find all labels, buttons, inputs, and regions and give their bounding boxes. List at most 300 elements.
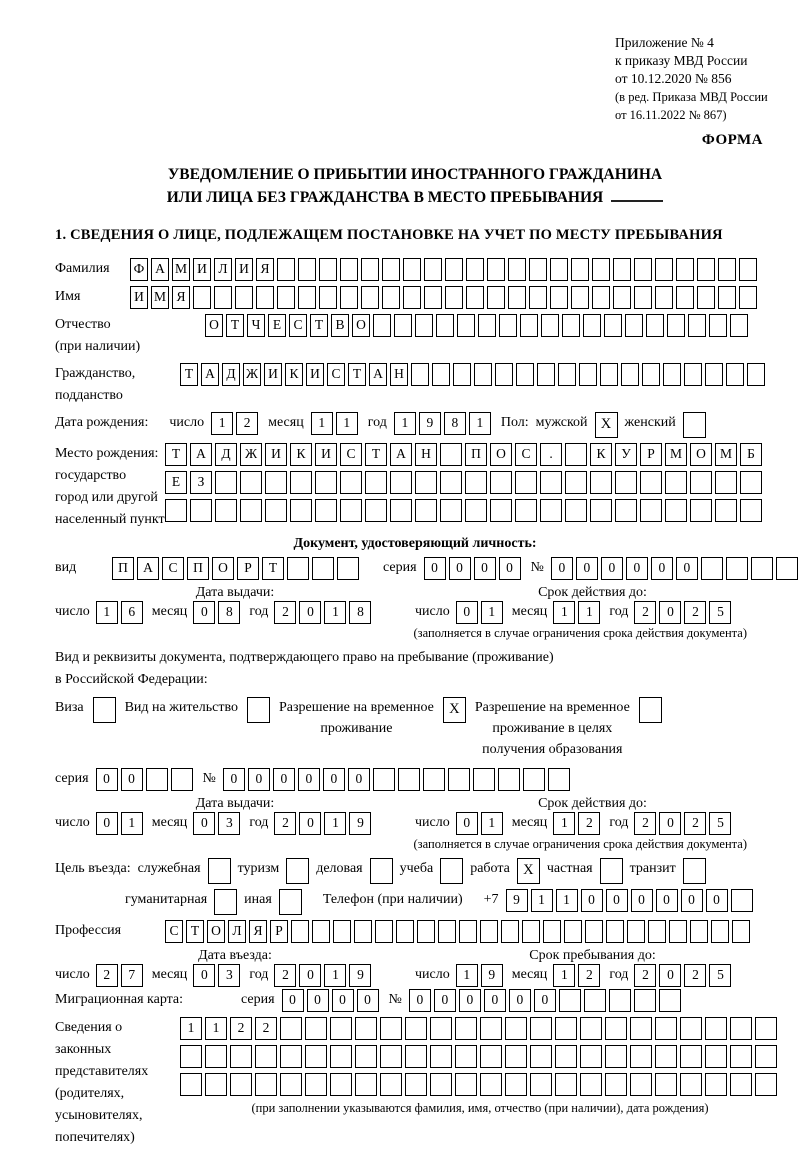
char-cell[interactable]: 0 [299, 812, 321, 835]
char-cell[interactable]: 2 [634, 812, 656, 835]
char-cell[interactable]: 1 [180, 1017, 202, 1040]
char-cell[interactable] [718, 286, 736, 309]
char-cell[interactable]: 2 [274, 601, 296, 624]
char-cell[interactable] [287, 557, 309, 580]
char-cell[interactable] [432, 363, 450, 386]
char-cell[interactable]: И [265, 443, 287, 466]
char-cell[interactable] [315, 499, 337, 522]
char-cell[interactable]: 1 [578, 601, 600, 624]
char-cell[interactable] [436, 314, 454, 337]
char-cell[interactable] [405, 1073, 427, 1096]
char-cell[interactable] [621, 363, 639, 386]
char-cell[interactable] [571, 286, 589, 309]
char-cell[interactable] [330, 1073, 352, 1096]
purpose-official-checkbox[interactable] [208, 858, 231, 884]
char-cell[interactable]: 2 [255, 1017, 277, 1040]
char-cell[interactable] [171, 768, 193, 791]
char-cell[interactable] [663, 363, 681, 386]
char-cell[interactable]: Т [180, 363, 198, 386]
char-cell[interactable] [609, 989, 631, 1012]
char-cell[interactable] [480, 920, 498, 943]
char-cell[interactable] [455, 1073, 477, 1096]
char-cell[interactable] [498, 768, 520, 791]
char-cell[interactable] [445, 286, 463, 309]
char-cell[interactable]: 0 [96, 768, 118, 791]
char-cell[interactable] [423, 768, 445, 791]
char-cell[interactable]: 0 [332, 989, 354, 1012]
char-cell[interactable]: Т [226, 314, 244, 337]
char-cell[interactable]: 0 [193, 812, 215, 835]
char-cell[interactable] [605, 1073, 627, 1096]
char-cell[interactable] [630, 1073, 652, 1096]
char-cell[interactable] [529, 286, 547, 309]
char-cell[interactable]: И [315, 443, 337, 466]
char-cell[interactable]: Я [172, 286, 190, 309]
char-cell[interactable]: М [715, 443, 737, 466]
char-cell[interactable]: 1 [324, 812, 346, 835]
char-cell[interactable] [669, 920, 687, 943]
char-cell[interactable] [584, 989, 606, 1012]
purpose-humanitarian-checkbox[interactable] [214, 889, 237, 915]
char-cell[interactable]: 0 [601, 557, 623, 580]
char-cell[interactable]: М [172, 258, 190, 281]
char-cell[interactable] [445, 258, 463, 281]
char-cell[interactable] [711, 920, 729, 943]
char-cell[interactable]: 0 [357, 989, 379, 1012]
char-cell[interactable] [690, 471, 712, 494]
char-cell[interactable] [235, 286, 253, 309]
char-cell[interactable]: И [306, 363, 324, 386]
char-cell[interactable] [688, 314, 706, 337]
char-cell[interactable]: Ж [240, 443, 262, 466]
visa-checkbox[interactable] [93, 697, 116, 723]
char-cell[interactable]: Д [222, 363, 240, 386]
char-cell[interactable] [390, 499, 412, 522]
char-cell[interactable]: 0 [659, 601, 681, 624]
char-cell[interactable] [230, 1073, 252, 1096]
char-cell[interactable]: П [112, 557, 134, 580]
char-cell[interactable] [600, 363, 618, 386]
char-cell[interactable] [340, 258, 358, 281]
char-cell[interactable]: Ж [243, 363, 261, 386]
char-cell[interactable]: И [130, 286, 148, 309]
char-cell[interactable] [559, 989, 581, 1012]
char-cell[interactable] [312, 920, 330, 943]
char-cell[interactable]: 1 [324, 964, 346, 987]
char-cell[interactable] [230, 1045, 252, 1068]
char-cell[interactable] [180, 1045, 202, 1068]
char-cell[interactable] [255, 1045, 277, 1068]
char-cell[interactable] [684, 363, 702, 386]
char-cell[interactable] [565, 499, 587, 522]
char-cell[interactable] [730, 1017, 752, 1040]
char-cell[interactable]: 0 [659, 812, 681, 835]
char-cell[interactable]: 0 [323, 768, 345, 791]
char-cell[interactable] [430, 1045, 452, 1068]
char-cell[interactable] [580, 1017, 602, 1040]
char-cell[interactable] [740, 499, 762, 522]
char-cell[interactable]: 1 [553, 601, 575, 624]
residence-permit-checkbox[interactable] [247, 697, 270, 723]
char-cell[interactable] [634, 258, 652, 281]
char-cell[interactable] [548, 768, 570, 791]
char-cell[interactable]: И [264, 363, 282, 386]
char-cell[interactable] [365, 471, 387, 494]
char-cell[interactable]: 2 [230, 1017, 252, 1040]
char-cell[interactable] [430, 1017, 452, 1040]
char-cell[interactable]: М [151, 286, 169, 309]
char-cell[interactable]: С [162, 557, 184, 580]
char-cell[interactable]: А [190, 443, 212, 466]
char-cell[interactable] [448, 768, 470, 791]
char-cell[interactable]: Т [165, 443, 187, 466]
char-cell[interactable] [361, 258, 379, 281]
char-cell[interactable] [565, 471, 587, 494]
char-cell[interactable] [473, 768, 495, 791]
char-cell[interactable]: 1 [96, 601, 118, 624]
char-cell[interactable] [755, 1045, 777, 1068]
char-cell[interactable]: 0 [96, 812, 118, 835]
char-cell[interactable] [440, 499, 462, 522]
purpose-study-checkbox[interactable] [440, 858, 463, 884]
char-cell[interactable] [290, 471, 312, 494]
char-cell[interactable] [655, 258, 673, 281]
char-cell[interactable]: Ч [247, 314, 265, 337]
char-cell[interactable]: М [665, 443, 687, 466]
char-cell[interactable] [562, 314, 580, 337]
char-cell[interactable]: 2 [578, 812, 600, 835]
char-cell[interactable]: 1 [556, 889, 578, 912]
char-cell[interactable] [579, 363, 597, 386]
char-cell[interactable] [240, 499, 262, 522]
char-cell[interactable] [665, 471, 687, 494]
char-cell[interactable] [405, 1017, 427, 1040]
char-cell[interactable] [730, 1045, 752, 1068]
char-cell[interactable] [540, 499, 562, 522]
char-cell[interactable] [705, 1045, 727, 1068]
char-cell[interactable]: 9 [419, 412, 441, 435]
char-cell[interactable] [655, 1045, 677, 1068]
char-cell[interactable]: 2 [634, 601, 656, 624]
char-cell[interactable] [480, 1045, 502, 1068]
char-cell[interactable]: 0 [298, 768, 320, 791]
purpose-private-checkbox[interactable] [600, 858, 623, 884]
char-cell[interactable]: К [285, 363, 303, 386]
char-cell[interactable] [382, 258, 400, 281]
char-cell[interactable] [340, 286, 358, 309]
char-cell[interactable] [630, 1045, 652, 1068]
char-cell[interactable]: О [205, 314, 223, 337]
char-cell[interactable]: 0 [248, 768, 270, 791]
char-cell[interactable]: Н [390, 363, 408, 386]
char-cell[interactable] [495, 363, 513, 386]
char-cell[interactable] [440, 471, 462, 494]
char-cell[interactable]: 9 [506, 889, 528, 912]
purpose-other-checkbox[interactable] [279, 889, 302, 915]
char-cell[interactable] [337, 557, 359, 580]
char-cell[interactable]: 0 [456, 601, 478, 624]
char-cell[interactable] [415, 314, 433, 337]
char-cell[interactable]: Л [228, 920, 246, 943]
char-cell[interactable] [540, 471, 562, 494]
char-cell[interactable]: А [369, 363, 387, 386]
char-cell[interactable] [550, 286, 568, 309]
char-cell[interactable]: Я [256, 258, 274, 281]
char-cell[interactable] [430, 1073, 452, 1096]
char-cell[interactable] [701, 557, 723, 580]
char-cell[interactable]: 0 [551, 557, 573, 580]
char-cell[interactable] [403, 258, 421, 281]
char-cell[interactable] [315, 471, 337, 494]
char-cell[interactable] [605, 1017, 627, 1040]
char-cell[interactable]: 1 [394, 412, 416, 435]
char-cell[interactable] [739, 286, 757, 309]
char-cell[interactable] [655, 1073, 677, 1096]
char-cell[interactable] [690, 499, 712, 522]
char-cell[interactable] [640, 471, 662, 494]
char-cell[interactable] [676, 286, 694, 309]
char-cell[interactable] [565, 443, 587, 466]
sex-male-checkbox[interactable]: X [595, 412, 618, 438]
char-cell[interactable]: С [165, 920, 183, 943]
char-cell[interactable]: Я [249, 920, 267, 943]
char-cell[interactable] [715, 499, 737, 522]
char-cell[interactable] [280, 1045, 302, 1068]
char-cell[interactable] [165, 499, 187, 522]
char-cell[interactable]: 2 [236, 412, 258, 435]
char-cell[interactable]: А [151, 258, 169, 281]
char-cell[interactable] [642, 363, 660, 386]
char-cell[interactable] [298, 286, 316, 309]
char-cell[interactable] [380, 1017, 402, 1040]
char-cell[interactable] [455, 1045, 477, 1068]
char-cell[interactable] [690, 920, 708, 943]
char-cell[interactable]: 5 [709, 812, 731, 835]
char-cell[interactable]: О [212, 557, 234, 580]
char-cell[interactable] [630, 1017, 652, 1040]
char-cell[interactable] [298, 258, 316, 281]
char-cell[interactable] [453, 363, 471, 386]
char-cell[interactable]: 0 [449, 557, 471, 580]
char-cell[interactable] [490, 499, 512, 522]
char-cell[interactable]: Б [740, 443, 762, 466]
char-cell[interactable]: 2 [274, 964, 296, 987]
char-cell[interactable] [571, 258, 589, 281]
char-cell[interactable] [424, 258, 442, 281]
char-cell[interactable]: 0 [459, 989, 481, 1012]
char-cell[interactable]: 2 [684, 812, 706, 835]
char-cell[interactable] [277, 286, 295, 309]
char-cell[interactable]: 1 [456, 964, 478, 987]
char-cell[interactable]: Т [348, 363, 366, 386]
char-cell[interactable] [355, 1073, 377, 1096]
char-cell[interactable] [466, 286, 484, 309]
char-cell[interactable]: 0 [193, 964, 215, 987]
char-cell[interactable] [265, 471, 287, 494]
char-cell[interactable] [465, 499, 487, 522]
char-cell[interactable] [634, 989, 656, 1012]
char-cell[interactable]: 0 [282, 989, 304, 1012]
char-cell[interactable] [466, 258, 484, 281]
char-cell[interactable]: З [190, 471, 212, 494]
char-cell[interactable] [417, 920, 435, 943]
char-cell[interactable]: Т [262, 557, 284, 580]
char-cell[interactable]: Т [365, 443, 387, 466]
char-cell[interactable]: 1 [205, 1017, 227, 1040]
temp-residence-checkbox[interactable]: X [443, 697, 466, 723]
char-cell[interactable] [490, 471, 512, 494]
char-cell[interactable]: 0 [656, 889, 678, 912]
char-cell[interactable] [537, 363, 555, 386]
char-cell[interactable] [319, 286, 337, 309]
char-cell[interactable] [605, 1045, 627, 1068]
char-cell[interactable] [705, 363, 723, 386]
char-cell[interactable] [580, 1073, 602, 1096]
char-cell[interactable] [523, 768, 545, 791]
char-cell[interactable]: 1 [481, 601, 503, 624]
char-cell[interactable] [146, 768, 168, 791]
char-cell[interactable]: 8 [349, 601, 371, 624]
char-cell[interactable] [205, 1045, 227, 1068]
char-cell[interactable]: 0 [424, 557, 446, 580]
char-cell[interactable]: О [207, 920, 225, 943]
char-cell[interactable] [583, 314, 601, 337]
char-cell[interactable] [330, 1045, 352, 1068]
char-cell[interactable] [305, 1045, 327, 1068]
char-cell[interactable] [319, 258, 337, 281]
char-cell[interactable] [508, 286, 526, 309]
char-cell[interactable] [415, 499, 437, 522]
char-cell[interactable]: 0 [409, 989, 431, 1012]
char-cell[interactable] [515, 499, 537, 522]
char-cell[interactable]: К [590, 443, 612, 466]
char-cell[interactable] [751, 557, 773, 580]
char-cell[interactable] [405, 1045, 427, 1068]
char-cell[interactable]: 0 [223, 768, 245, 791]
char-cell[interactable] [541, 314, 559, 337]
char-cell[interactable]: С [289, 314, 307, 337]
char-cell[interactable] [697, 286, 715, 309]
char-cell[interactable] [440, 443, 462, 466]
char-cell[interactable] [411, 363, 429, 386]
char-cell[interactable]: 1 [336, 412, 358, 435]
char-cell[interactable] [305, 1073, 327, 1096]
char-cell[interactable]: 0 [706, 889, 728, 912]
char-cell[interactable] [487, 258, 505, 281]
char-cell[interactable]: Л [214, 258, 232, 281]
char-cell[interactable] [606, 920, 624, 943]
char-cell[interactable] [330, 1017, 352, 1040]
char-cell[interactable]: 1 [121, 812, 143, 835]
char-cell[interactable] [550, 258, 568, 281]
char-cell[interactable] [190, 499, 212, 522]
char-cell[interactable] [592, 286, 610, 309]
char-cell[interactable] [265, 499, 287, 522]
char-cell[interactable]: 6 [121, 601, 143, 624]
purpose-transit-checkbox[interactable] [683, 858, 706, 884]
char-cell[interactable] [256, 286, 274, 309]
char-cell[interactable] [555, 1017, 577, 1040]
char-cell[interactable]: 0 [299, 964, 321, 987]
char-cell[interactable] [522, 920, 540, 943]
char-cell[interactable] [564, 920, 582, 943]
char-cell[interactable]: 5 [709, 601, 731, 624]
char-cell[interactable]: 1 [469, 412, 491, 435]
char-cell[interactable] [731, 889, 753, 912]
char-cell[interactable] [755, 1017, 777, 1040]
char-cell[interactable]: 0 [509, 989, 531, 1012]
char-cell[interactable] [530, 1017, 552, 1040]
char-cell[interactable]: 0 [299, 601, 321, 624]
char-cell[interactable]: 1 [311, 412, 333, 435]
char-cell[interactable] [355, 1017, 377, 1040]
char-cell[interactable] [214, 286, 232, 309]
char-cell[interactable] [680, 1017, 702, 1040]
char-cell[interactable] [487, 286, 505, 309]
char-cell[interactable]: А [390, 443, 412, 466]
char-cell[interactable] [415, 471, 437, 494]
char-cell[interactable] [667, 314, 685, 337]
char-cell[interactable] [776, 557, 798, 580]
char-cell[interactable]: 7 [121, 964, 143, 987]
char-cell[interactable]: 3 [218, 964, 240, 987]
char-cell[interactable]: С [515, 443, 537, 466]
char-cell[interactable]: 0 [676, 557, 698, 580]
char-cell[interactable] [580, 1045, 602, 1068]
char-cell[interactable] [730, 1073, 752, 1096]
char-cell[interactable]: У [615, 443, 637, 466]
char-cell[interactable] [705, 1073, 727, 1096]
char-cell[interactable] [291, 920, 309, 943]
char-cell[interactable]: О [490, 443, 512, 466]
char-cell[interactable]: Е [268, 314, 286, 337]
char-cell[interactable]: 5 [709, 964, 731, 987]
char-cell[interactable] [373, 768, 395, 791]
char-cell[interactable] [505, 1017, 527, 1040]
char-cell[interactable]: Р [270, 920, 288, 943]
char-cell[interactable]: 2 [634, 964, 656, 987]
char-cell[interactable] [333, 920, 351, 943]
char-cell[interactable]: А [137, 557, 159, 580]
char-cell[interactable] [726, 363, 744, 386]
char-cell[interactable]: 0 [484, 989, 506, 1012]
char-cell[interactable] [193, 286, 211, 309]
char-cell[interactable] [215, 499, 237, 522]
char-cell[interactable] [280, 1073, 302, 1096]
char-cell[interactable] [705, 1017, 727, 1040]
purpose-work-checkbox[interactable]: X [517, 858, 540, 884]
char-cell[interactable] [613, 286, 631, 309]
char-cell[interactable]: 2 [684, 601, 706, 624]
char-cell[interactable]: А [201, 363, 219, 386]
char-cell[interactable]: 2 [684, 964, 706, 987]
char-cell[interactable]: С [327, 363, 345, 386]
char-cell[interactable] [457, 314, 475, 337]
char-cell[interactable] [501, 920, 519, 943]
char-cell[interactable]: 0 [307, 989, 329, 1012]
char-cell[interactable]: Е [165, 471, 187, 494]
char-cell[interactable] [478, 314, 496, 337]
char-cell[interactable] [665, 499, 687, 522]
char-cell[interactable] [680, 1045, 702, 1068]
char-cell[interactable]: И [235, 258, 253, 281]
char-cell[interactable] [646, 314, 664, 337]
char-cell[interactable] [354, 920, 372, 943]
char-cell[interactable] [585, 920, 603, 943]
char-cell[interactable]: 1 [553, 964, 575, 987]
char-cell[interactable] [747, 363, 765, 386]
char-cell[interactable]: 3 [218, 812, 240, 835]
